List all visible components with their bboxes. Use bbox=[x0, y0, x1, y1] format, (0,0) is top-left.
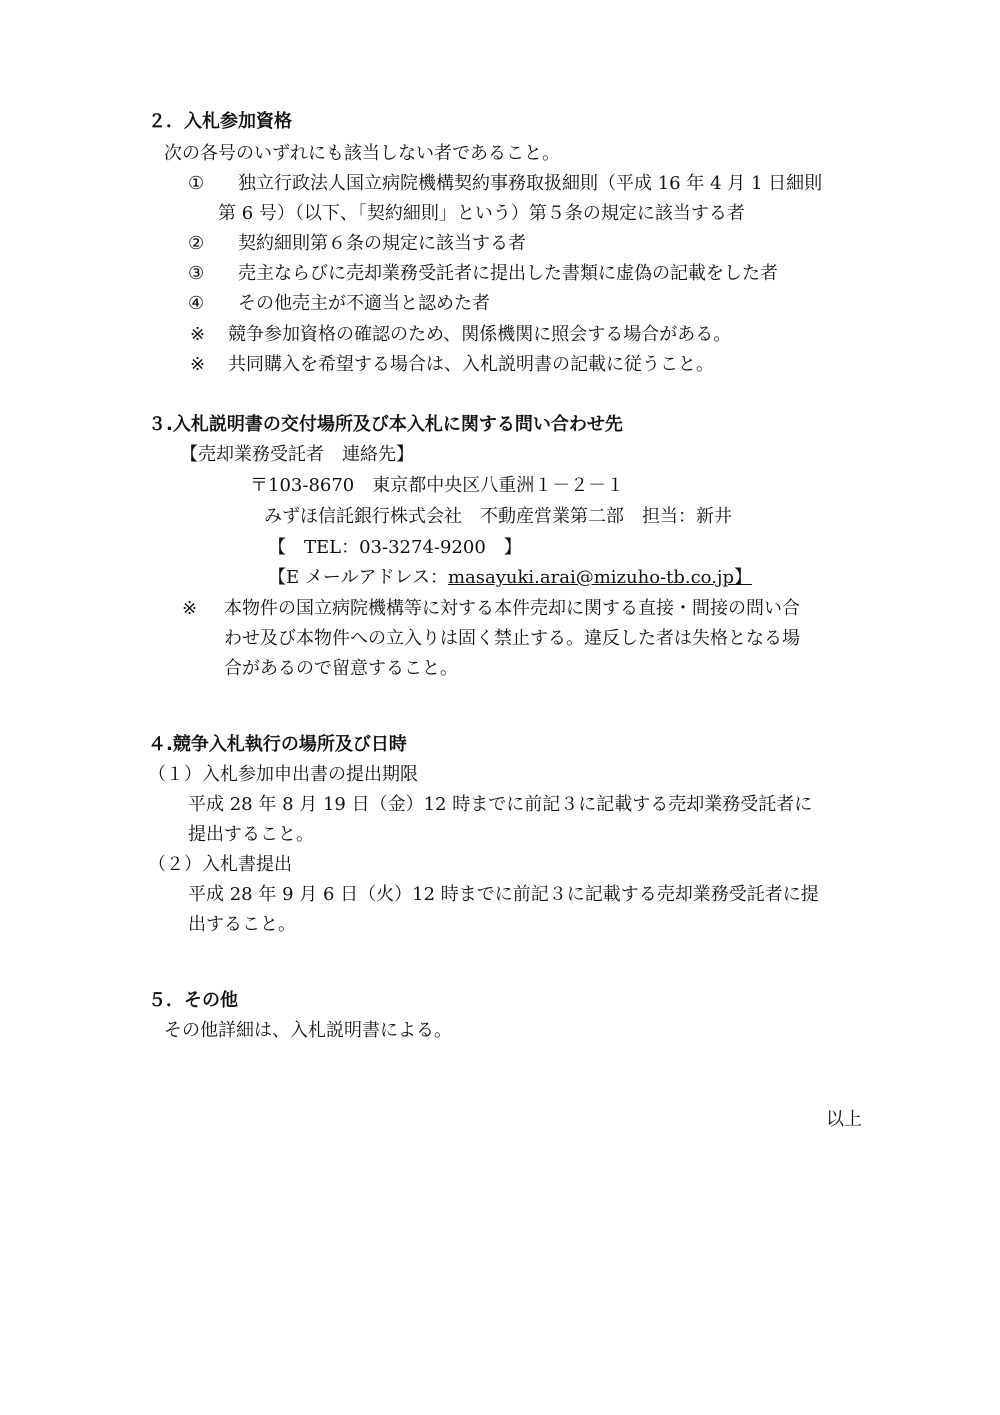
note-2 bbox=[190, 353, 714, 377]
contact-company: みずほ信託銀行株式会社 不動産営業第二部 担当：新井 bbox=[264, 506, 732, 527]
note-text: 競争参加資格の確認のため、関係機関に照会する場合がある。 bbox=[228, 324, 732, 345]
item-text: 独立行政法人国立病院機構契約事務取扱細則（平成 16 年 4 月 1 日細則 bbox=[238, 173, 823, 194]
list-item-2 bbox=[188, 232, 526, 256]
email-link[interactable]: masayuki.arai@mizuho-tb.co.jp bbox=[447, 567, 735, 588]
sub1-title: （１）入札参加申出書の提出期限 bbox=[148, 764, 418, 785]
section3-note-cont-1: わせ及び本物件への立入りは固く禁止する。違反した者は失格となる場 bbox=[224, 628, 800, 649]
contact-email bbox=[268, 566, 752, 590]
item-text: 契約細則第６条の規定に該当する者 bbox=[238, 233, 526, 254]
note-text: 共同購入を希望する場合は、入札説明書の記載に従うこと。 bbox=[228, 354, 714, 375]
note-marker: ※ bbox=[190, 354, 206, 375]
item-text: その他売主が不適当と認めた者 bbox=[238, 293, 490, 314]
item-marker: ① bbox=[188, 173, 205, 194]
section3-note bbox=[182, 597, 800, 621]
closing-text: 以上 bbox=[826, 1109, 862, 1130]
sub1-line-1: 平成 28 年 8 月 19 日（金）12 時までに前記３に記載する売却業務受託者に bbox=[188, 794, 813, 815]
section4-heading: ４.競争入札執行の場所及び日時 bbox=[148, 734, 407, 755]
item-marker: ④ bbox=[188, 293, 205, 314]
note-marker: ※ bbox=[182, 598, 198, 619]
section2-heading: ２．入札参加資格 bbox=[148, 111, 292, 132]
contact-tel: 【 TEL：03-3274-9200 】 bbox=[268, 537, 522, 558]
email-suffix: 】 bbox=[734, 567, 753, 588]
sub2-title: （２）入札書提出 bbox=[148, 854, 292, 875]
list-item-3 bbox=[188, 262, 778, 286]
note-1 bbox=[190, 323, 731, 347]
section2-intro: 次の各号のいずれにも該当しない者であること。 bbox=[164, 143, 560, 164]
item-marker: ③ bbox=[188, 263, 205, 284]
item-text: 売主ならびに売却業務受託者に提出した書類に虚偽の記載をした者 bbox=[238, 263, 778, 284]
section3-note-cont-2: 合があるので留意すること。 bbox=[224, 658, 458, 679]
list-item-4 bbox=[188, 292, 490, 316]
sub2-line-1: 平成 28 年 9 月 6 日（火）12 時までに前記３に記載する売却業務受託者に提 bbox=[188, 884, 819, 905]
contact-address: 〒103-8670 東京都中央区八重洲１－２－１ bbox=[250, 475, 625, 496]
section5-heading: ５．その他 bbox=[148, 990, 238, 1011]
note-marker: ※ bbox=[190, 324, 206, 345]
section3-heading: ３.入札説明書の交付場所及び本入札に関する問い合わせ先 bbox=[148, 414, 623, 435]
section5-text: その他詳細は、入札説明書による。 bbox=[164, 1020, 452, 1041]
sub2-line-2: 出すること。 bbox=[188, 914, 296, 935]
note-text: 本物件の国立病院機構等に対する本件売却に関する直接・間接の問い合 bbox=[224, 598, 800, 619]
item-marker: ② bbox=[188, 233, 205, 254]
contact-label: 【売却業務受託者 連絡先】 bbox=[180, 444, 414, 465]
list-item-1-cont: 第 6 号）（以下、「契約細則」という）第５条の規定に該当する者 bbox=[218, 203, 745, 224]
email-prefix: 【E メールアドレス： bbox=[268, 567, 448, 588]
sub1-line-2: 提出すること。 bbox=[188, 824, 314, 845]
list-item-1 bbox=[188, 172, 822, 196]
